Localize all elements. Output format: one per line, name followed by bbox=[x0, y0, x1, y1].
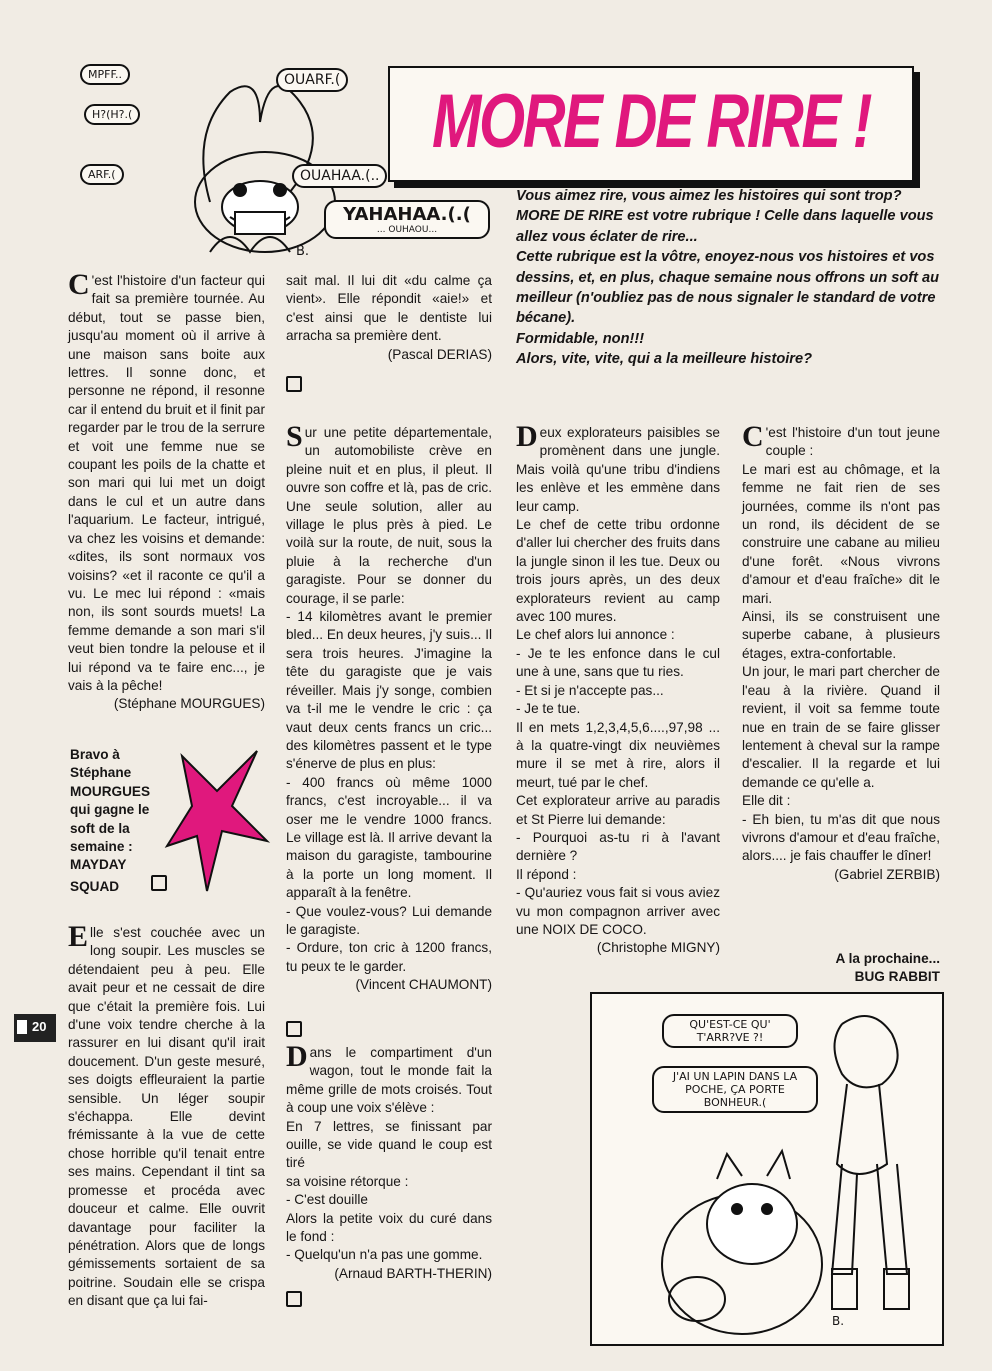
story-line: - 14 kilomètres avant le premier bled... En deux heures, j'y suis... Il sera trois heures. J'imagine la tête du garagiste que je vais réveiller. Mais j'y songe, combien va t-il me le vendre le cric : ça vaut deux cents francs un cric... des kilomètres passent et le type s'énerve de plus en plus: bbox=[286, 609, 492, 772]
story-text: sait mal. Il lui dit «du calme ça vient». Elle répondit «aie!» et c'est ainsi que le dentiste lui arracha sa première dent. bbox=[286, 273, 492, 344]
story-text: lle s'est couchée avec un long soupir. Les muscles se détendaient peu à peu. Elle avait peur et ne cessait de dire que c'était la première fois. Lui d'une voix tendre cherche à la rassurer en lui disant qu'il irait doucement. D'un geste mesuré, ses doigts effleuraient la partie sensible. Un léger soupir s'échappa. Elle devint frémissante à la vue de cette chose horrible qu'il tenait entre ses mains. Cependant il tint sa promesse et procéda avec douceur et calme. Elle ouvrit davantage pour faciliter la pénétration. Alors que de longs gémissements sortaient de sa poitrine. Soudain elle se crispa en disant que ça lui fai- bbox=[68, 925, 265, 1309]
intro-paragraph: Alors, vite, vite, qui a la meilleure histoire? bbox=[516, 351, 813, 368]
story-line: Un jour, le mari part chercher de l'eau à la rivière. Quand il revient, il voit sa femme toute nue en train de se faire glisser lentement à cheval sur la rampe d'escalier. Il la regarde et lui demande ce qu'elle a. bbox=[742, 664, 940, 790]
story-author: (Pascal DERIAS) bbox=[387, 346, 492, 362]
artist-signature: B. bbox=[832, 1314, 845, 1328]
end-square-icon bbox=[151, 875, 167, 891]
winner-text bbox=[70, 746, 167, 896]
title-box bbox=[388, 66, 914, 182]
speech-bubble: QU'EST-CE QU' T'ARR?VE ?! bbox=[662, 1014, 798, 1048]
story-line: Le chef alors lui annonce : bbox=[516, 627, 675, 643]
speech-bubble-main: YAHAHAA.(.( bbox=[343, 204, 471, 225]
signoff bbox=[760, 950, 940, 986]
story-author: (Arnaud BARTH-THERIN) bbox=[334, 1265, 492, 1281]
story-line: - Et si je n'accepte pas... bbox=[516, 682, 664, 698]
story-line: Il en mets 1,2,3,4,5,6....,97,98 ... à la quatre-vingt dix neuvièmes mure il se met à rire, alors il meurt, tué par le chef. bbox=[516, 719, 720, 790]
story-line: - Qu'auriez vous fait si vous aviez vu mon compagnon arriver avec une NOIX DE COCO. bbox=[516, 885, 720, 937]
story-author: (Gabriel ZERBIB) bbox=[834, 866, 940, 882]
story-line: Ainsi, ils se construisent une superbe cabane, à plusieurs étages, extra-confortable. bbox=[742, 609, 940, 661]
speech-bubble: OUARF.( bbox=[276, 68, 348, 92]
story-line: Elle dit : bbox=[742, 793, 791, 809]
page-title: MORE DE RIRE ! bbox=[432, 79, 871, 164]
speech-bubble: J'AI UN LAPIN DANS LA POCHE, ÇA PORTE BONHEUR.( bbox=[652, 1066, 818, 1113]
drop-cap: S bbox=[286, 420, 303, 453]
story-author: (Stéphane MOURGUES) bbox=[113, 696, 265, 712]
drop-cap: E bbox=[68, 920, 89, 953]
winner-line: Bravo à bbox=[70, 747, 120, 762]
winner-line: SQUAD bbox=[70, 878, 120, 894]
story-line: - Je te les enfonce dans le cul une à une, sans que tu ries. bbox=[516, 645, 720, 680]
drop-cap: D bbox=[516, 420, 538, 453]
story-text: ur une petite départementale, un automobiliste crève en pleine nuit et en plus, il pleut. Il ouvre son coffre et là, pas de cric. Une seule solution, aller au village le plus près à pied. Le voilà sur la route, de nuit, sous la pluie à la recherche d'un garagiste. Pour se donner du courage, il se parle: bbox=[286, 425, 492, 606]
speech-bubble: OUAHAA.(.. bbox=[292, 164, 387, 188]
star-graphic-icon bbox=[162, 746, 272, 896]
winner-line: qui gagne le bbox=[70, 802, 150, 818]
winner-line: semaine : bbox=[70, 839, 133, 855]
story-line: Alors la petite voix du curé dans le fond : bbox=[286, 1210, 492, 1245]
winner-line: Stéphane bbox=[70, 765, 132, 781]
story-line: Il répond : bbox=[516, 866, 577, 882]
story-mourgues bbox=[68, 268, 265, 714]
story-derias bbox=[68, 920, 265, 1311]
story-text: 'est l'histoire d'un facteur qui fait sa première tournée. Au début, tout se passe bien, jusqu'au moment où il arrive à une maison sans boite aux lettres. Il sonne donc, et personne ne répond, il resonne car il entend du bruit et il finit par regarder par le trou de la serrure et voit une femme nue se coupant les poils de la chatte et son mari qui lui met un doigt dans le cul et un autre dans l'aquarium. Le facteur, intrigué, va chez les voisins et demande: «dites, ils sont normaux vos voisins? «et il raconte ce qu'il a vu. Le mec lui répond : «mais non, ils sont sourds muets! La femme demande a son mari s'il veut bien tondre la pelouse et il lui répond va te faire enc..., je vais à la pêche! bbox=[68, 273, 265, 693]
story-author: (Vincent CHAUMONT) bbox=[355, 977, 492, 993]
story-text: ans le compartiment d'un wagon, tout le monde fait la même grille de mots croisés. Tout à coup une voix s'élève : bbox=[286, 1045, 492, 1116]
story-line: - Je te tue. bbox=[516, 701, 581, 717]
story-barth bbox=[286, 1040, 492, 1313]
page-number: 20 bbox=[32, 1019, 47, 1034]
end-square-icon bbox=[286, 1291, 302, 1307]
speech-bubble-sub: ... OUHAOU... bbox=[376, 225, 438, 235]
intro-paragraph: Cette rubrique est la vôtre, enoyez-nous vos histoires et vos dessins, et, en plus, chaque semaine nous offrons un soft au meilleur (n'oubliez pas de nous signaler le standard de votre bécane). bbox=[516, 249, 940, 327]
drop-cap: C bbox=[68, 268, 90, 301]
page-number-badge bbox=[14, 1014, 56, 1042]
story-line: - Que voulez-vous? Lui demande le garagiste. bbox=[286, 903, 492, 937]
story-line: sa voisine rétorque : bbox=[286, 1173, 409, 1189]
page-marker-icon bbox=[17, 1020, 27, 1034]
intro-paragraph: Vous aimez rire, vous aimez les histoires qui sont trop? MORE DE RIRE est votre rubrique ! Celle dans laquelle vous allez vous éclater de rire... bbox=[516, 188, 934, 245]
story-derias-cont bbox=[286, 272, 492, 397]
speech-bubble: ARF.( bbox=[80, 164, 124, 185]
story-author: (Christophe MIGNY) bbox=[596, 940, 720, 956]
story-line: Le mari est au chômage, et la femme ne fait rien de ses journées, comme ils n'ont pas un rond, ils décident de se construire une cabane au milieu d'une forêt. «Nous vivrons d'amour et d'eau fraîche» dit le mari. bbox=[742, 461, 940, 606]
drop-cap: D bbox=[286, 1040, 308, 1073]
winner-box bbox=[70, 746, 270, 902]
intro-text bbox=[516, 186, 946, 370]
story-text: eux explorateurs paisibles se promènent dans une jungle. Mais voilà qu'une tribu d'indiens les enlève et les emmène dans leur camp. bbox=[516, 425, 720, 514]
story-line: En 7 lettres, se finissant par ouille, se vide quand le coup est tiré bbox=[286, 1118, 492, 1171]
story-line: Cet explorateur arrive au paradis et St Pierre lui demande: bbox=[516, 793, 720, 827]
drop-cap: C bbox=[742, 420, 764, 453]
signoff-author: BUG RABBIT bbox=[854, 969, 940, 984]
story-line: - C'est douille bbox=[286, 1192, 368, 1208]
signoff-line: A la prochaine... bbox=[835, 951, 940, 966]
end-square-icon bbox=[286, 376, 302, 392]
speech-bubble: H?(H?.( bbox=[84, 104, 140, 125]
story-zerbib bbox=[742, 420, 940, 884]
story-line: - Pourquoi as-tu ri à l'avant dernière ? bbox=[516, 829, 720, 864]
winner-line: MOURGUES bbox=[70, 783, 151, 799]
intro-paragraph: Formidable, non!!! bbox=[516, 330, 645, 347]
story-line: - Ordure, ton cric à 1200 francs, tu peux te le garder. bbox=[286, 940, 492, 974]
story-line: - 400 francs où même 1000 francs, c'est incroyable... il va oser me le vendre 1000 francs. Le village est là. Il arrive devant la maison du garagiste, tambourine à la porte un long moment. Il apparaît à la fenêtre. bbox=[286, 774, 492, 901]
story-migny bbox=[516, 420, 720, 958]
artist-signature: B. bbox=[296, 244, 310, 259]
end-square-icon bbox=[286, 1021, 302, 1037]
winner-line: MAYDAY bbox=[70, 857, 127, 873]
story-line: - Eh bien, tu m'as dit que nous vivrons d'amour et d'eau fraîche, alors.... je fais chauffer le dîner! bbox=[742, 811, 940, 864]
story-chaumont bbox=[286, 420, 492, 1042]
story-line: Le chef de cette tribu ordonne d'aller lui chercher des fruits dans la jungle sinon il les tue. Deux ou trois jours après, un des deux explorateurs revient au camp avec 100 mures. bbox=[516, 517, 720, 625]
story-line: - Quelqu'un n'a pas une gomme. bbox=[286, 1247, 483, 1263]
winner-line: soft de la bbox=[70, 820, 130, 836]
speech-bubble bbox=[324, 200, 490, 239]
story-text: 'est l'histoire d'un tout jeune couple : bbox=[765, 425, 940, 459]
bottom-cartoon bbox=[590, 992, 944, 1346]
speech-bubble: MPFF.. bbox=[80, 64, 130, 85]
